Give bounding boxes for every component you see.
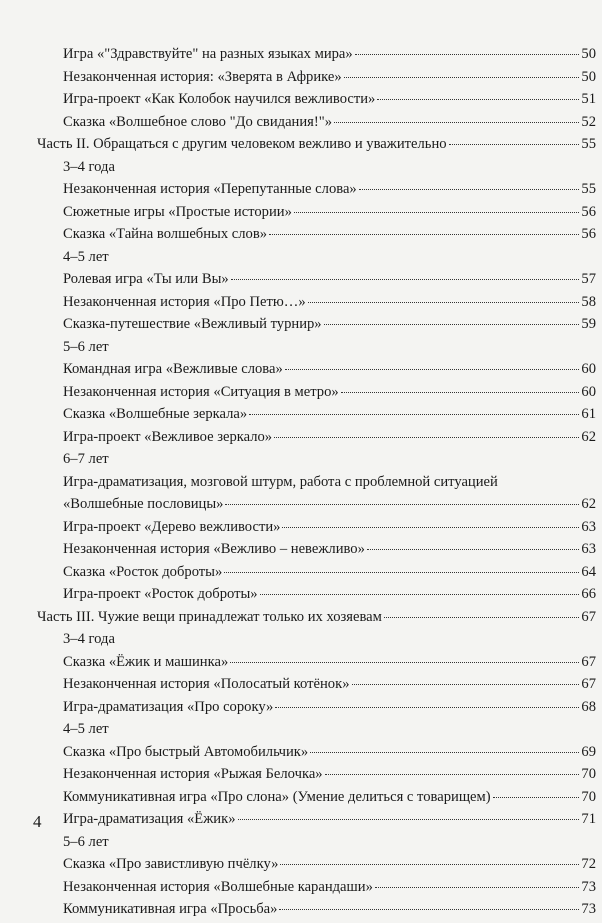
toc-entry-title: Сказка «Волшебное слово "До свидания!"» — [63, 113, 332, 130]
toc-entry-title: Незаконченная история «Перепутанные слова» — [63, 181, 357, 197]
dot-leader — [282, 527, 579, 528]
toc-entry-title: Ролевая игра «Ты или Вы» — [63, 271, 229, 287]
toc-entry — [63, 856, 596, 878]
toc-entry — [63, 564, 596, 586]
toc-entry-title: Сюжетные игры «Простые истории» — [63, 203, 292, 220]
dot-leader — [238, 819, 580, 820]
toc-entry-page: 61 — [581, 406, 596, 422]
toc-entry — [63, 204, 596, 226]
toc-entry-page: 67 — [581, 653, 596, 670]
toc-entry-page: 64 — [581, 563, 596, 580]
dot-leader — [225, 504, 579, 505]
toc-entry — [63, 384, 596, 406]
toc-entry-page: 63 — [581, 518, 596, 535]
toc-entry-title: Незаконченная история «Рыжая Белочка» — [63, 766, 323, 782]
toc-age-group — [63, 159, 115, 181]
toc-entry-page: 62 — [581, 496, 596, 512]
toc-entry-title: 4–5 лет — [63, 248, 109, 265]
dot-leader — [274, 437, 579, 438]
toc-entry — [63, 699, 596, 721]
toc-entry-title: Игра-драматизация «Ёжик» — [63, 811, 236, 827]
toc-entry-title: Игра-проект «Вежливое зеркало» — [63, 428, 273, 445]
toc-entry-page: 52 — [581, 113, 596, 130]
dot-leader — [367, 549, 580, 550]
dot-leader — [280, 864, 579, 865]
toc-age-group — [63, 721, 109, 743]
toc-entry-title: Незаконченная история «Полосатый котёнок» — [63, 676, 350, 692]
toc-entry-page: 70 — [581, 788, 596, 805]
toc-entry-page: 62 — [581, 428, 596, 445]
toc-entry — [63, 654, 596, 676]
dot-leader — [355, 54, 580, 55]
dot-leader — [359, 189, 580, 190]
toc-entry-page: 67 — [581, 676, 596, 692]
toc-entry-title: Сказка-путешествие «Вежливый турнир» — [63, 316, 322, 332]
toc-entry-title: Игра-проект «Как Колобок научился вежливости» — [63, 91, 376, 107]
dot-leader — [269, 234, 579, 235]
toc-entry-title: Командная игра «Вежливые слова» — [63, 361, 283, 377]
toc-age-group — [63, 339, 109, 361]
toc-entry-title: Игра-драматизация «Про сороку» — [63, 698, 274, 715]
dot-leader — [230, 662, 579, 663]
dot-leader — [279, 909, 579, 910]
page-number: 4 — [33, 812, 42, 831]
dot-leader — [377, 99, 579, 100]
toc-entry-title: Сказка «Росток доброты» — [63, 563, 223, 580]
toc-age-group — [63, 249, 109, 271]
toc-entry-page: 57 — [581, 271, 596, 287]
toc-entry-title: Часть II. Обращаться с другим человеком вежливо и уважительно — [37, 136, 447, 152]
toc-entry — [63, 91, 596, 113]
toc-entry-title: 6–7 лет — [63, 451, 109, 467]
toc-entry-title: Часть III. Чужие вещи принадлежат только их хозяевам — [37, 608, 382, 625]
dot-leader — [294, 212, 580, 213]
dot-leader — [224, 572, 579, 573]
toc-entry-page: 72 — [581, 856, 596, 872]
toc-age-group — [63, 834, 109, 856]
dot-leader — [375, 887, 580, 888]
toc-entry-title: Сказка «Волшебные зеркала» — [63, 406, 248, 422]
toc-entry-title: 5–6 лет — [63, 833, 109, 850]
toc-entry — [63, 181, 596, 203]
toc-entry-page: 60 — [581, 361, 596, 377]
toc-entry-page: 55 — [581, 136, 596, 152]
dot-leader — [285, 369, 580, 370]
dot-leader — [275, 707, 579, 708]
dot-leader — [334, 122, 579, 123]
toc-entry-title: Коммуникативная игра «Про слона» (Умение делиться с товарищем) — [63, 788, 491, 805]
toc-entry-title: Коммуникативная игра «Просьба» — [63, 901, 278, 917]
toc-entry-title: Незаконченная история: «Зверята в Африке» — [63, 68, 342, 85]
toc-entry-title: Игра-проект «Дерево вежливости» — [63, 518, 281, 535]
toc-entry-page: 73 — [581, 901, 596, 917]
toc-entry — [63, 361, 596, 383]
dot-leader — [231, 279, 580, 280]
toc-entry-title: Незаконченная история «Вежливо – невежливо» — [63, 541, 365, 557]
toc-entry-title: 3–4 года — [63, 158, 115, 175]
toc-entry — [63, 271, 596, 293]
toc-entry-title: Сказка «Про быстрый Автомобильчик» — [63, 743, 309, 760]
toc-entry-title: Игра-проект «Росток доброты» — [63, 586, 258, 602]
toc-age-group — [63, 631, 115, 653]
toc-entry-title: Незаконченная история «Волшебные карандаши» — [63, 878, 373, 895]
toc-entry-title: Игра «"Здравствуйте" на разных языках мира» — [63, 46, 353, 62]
toc-entry-title: Сказка «Тайна волшебных слов» — [63, 226, 268, 242]
toc-entry-title: 3–4 года — [63, 631, 115, 647]
toc-entry-page: 73 — [581, 878, 596, 895]
toc-entry-page: 50 — [581, 46, 596, 62]
toc-entry — [63, 676, 596, 698]
dot-leader — [325, 774, 580, 775]
toc-entry — [63, 541, 596, 563]
toc-entry-title: Игра-драматизация, мозговой штурм, работа с проблемной ситуацией — [63, 473, 498, 490]
toc-entry — [63, 879, 596, 901]
toc-entry-page: 58 — [581, 293, 596, 310]
toc-entry-page: 56 — [581, 226, 596, 242]
toc-entry — [63, 766, 596, 788]
dot-leader — [249, 414, 579, 415]
toc-entry — [63, 406, 596, 428]
toc-entry-page: 51 — [581, 91, 596, 107]
dot-leader — [344, 77, 580, 78]
dot-leader — [384, 617, 580, 618]
toc-entry-page: 55 — [581, 181, 596, 197]
toc-entry — [63, 901, 596, 923]
toc-entry-title: Сказка «Ёжик и машинка» — [63, 653, 229, 670]
dot-leader — [308, 302, 580, 303]
toc-entry — [63, 474, 498, 496]
toc-entry — [63, 496, 596, 518]
toc-entry-page: 67 — [581, 608, 596, 625]
toc-entry-page: 50 — [581, 68, 596, 85]
toc-entry — [63, 226, 596, 248]
toc-entry-title: 5–6 лет — [63, 338, 109, 355]
toc-entry — [63, 519, 596, 541]
toc-entry-page: 60 — [581, 383, 596, 400]
toc-entry-page: 66 — [581, 586, 596, 602]
toc-entry — [63, 114, 596, 136]
dot-leader — [324, 324, 580, 325]
toc-entry-title: 4–5 лет — [63, 721, 109, 737]
dot-leader — [352, 684, 580, 685]
toc-entry — [63, 46, 596, 68]
toc-age-group — [63, 451, 109, 473]
dot-leader — [310, 752, 579, 753]
toc-part-heading — [37, 136, 596, 158]
toc-entry — [63, 316, 596, 338]
toc-entry-page: 68 — [581, 698, 596, 715]
toc-entry-title: Незаконченная история «Про Петю…» — [63, 293, 306, 310]
toc-entry-page: 63 — [581, 541, 596, 557]
toc-entry-title: «Волшебные пословицы» — [63, 496, 224, 512]
toc-entry-page: 70 — [581, 766, 596, 782]
toc-entry-title: Незаконченная история «Ситуация в метро» — [63, 383, 339, 400]
dot-leader — [449, 144, 580, 145]
dot-leader — [260, 594, 580, 595]
toc-entry — [63, 744, 596, 766]
toc-entry-page: 71 — [581, 811, 596, 827]
dot-leader — [493, 797, 580, 798]
dot-leader — [341, 392, 580, 393]
toc-entry — [63, 294, 596, 316]
toc-entry-page: 69 — [581, 743, 596, 760]
toc-entry — [63, 429, 596, 451]
toc-entry — [63, 69, 596, 91]
toc-entry-page: 59 — [581, 316, 596, 332]
toc-entry-title: Сказка «Про завистливую пчёлку» — [63, 856, 279, 872]
toc-entry — [63, 811, 596, 833]
toc-entry-page: 56 — [581, 203, 596, 220]
toc-part-heading — [37, 609, 596, 631]
toc-entry — [63, 586, 596, 608]
toc-entry — [63, 789, 596, 811]
